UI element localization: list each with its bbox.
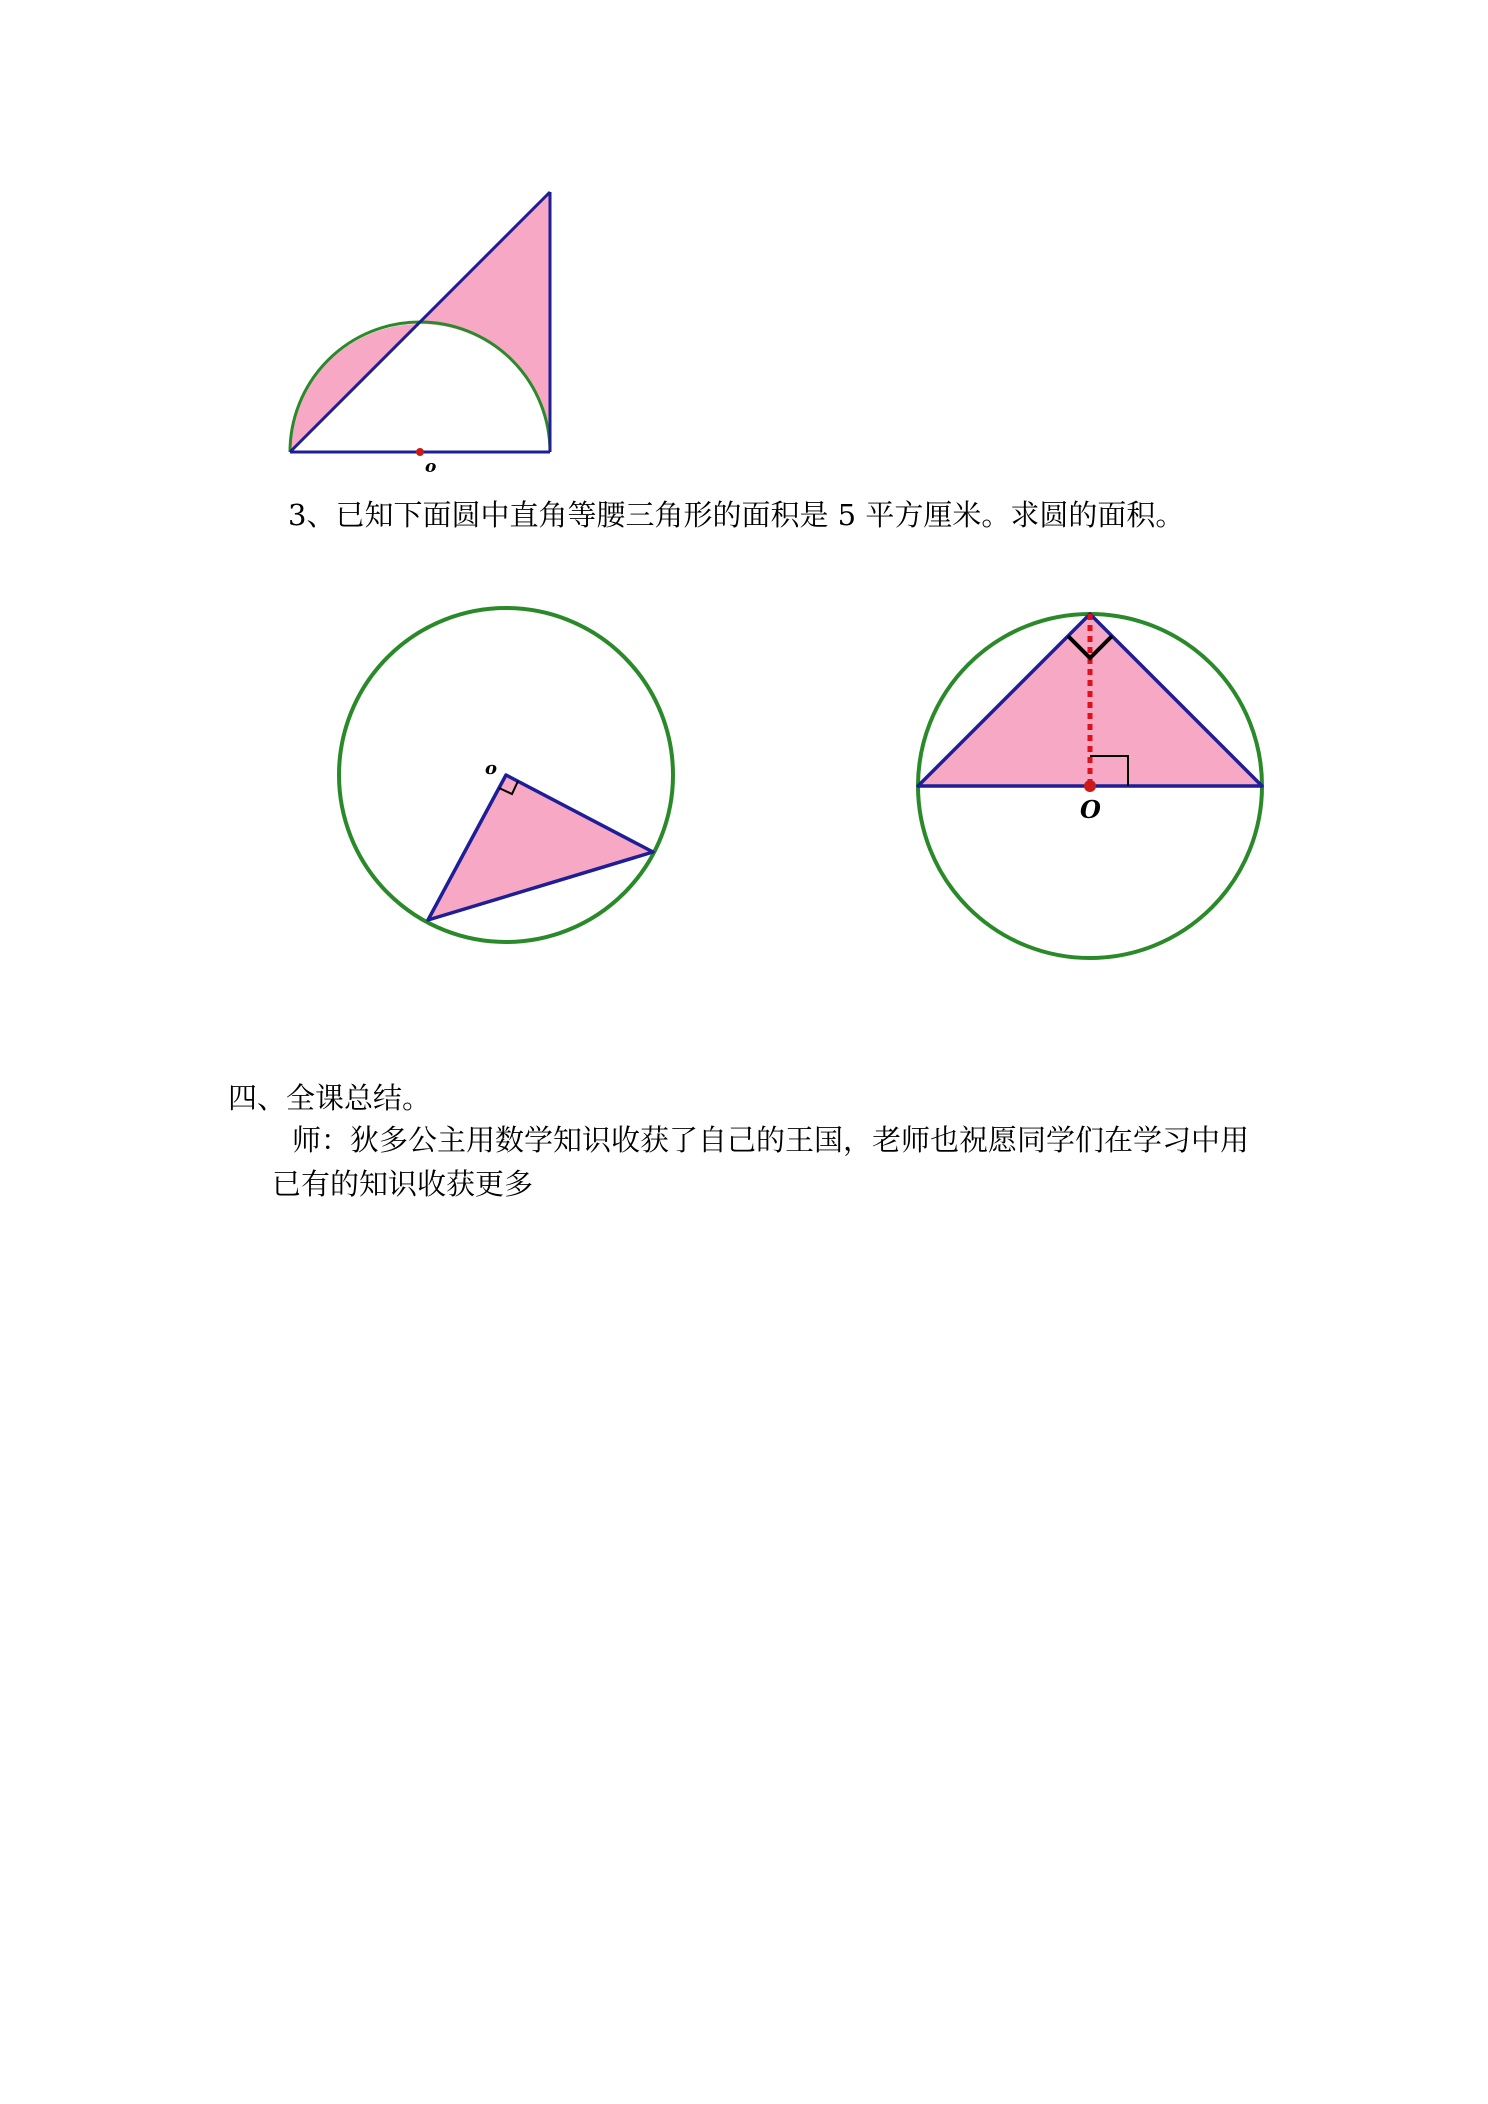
- center-label: o: [485, 758, 498, 779]
- summary-line-1: 师：狄多公主用数学知识收获了自己的王国，老师也祝愿同学们在学习中用: [292, 1123, 1250, 1157]
- center-label: o: [425, 457, 437, 477]
- section-4-heading: 四、全课总结。: [228, 1081, 432, 1115]
- center-dot: [1084, 780, 1096, 792]
- question-3-text: 3、已知下面圆中直角等腰三角形的面积是 5 平方厘米。求圆的面积。: [288, 498, 1185, 532]
- center-label: O: [1080, 795, 1101, 824]
- summary-line-2: 已有的知识收获更多: [272, 1167, 534, 1201]
